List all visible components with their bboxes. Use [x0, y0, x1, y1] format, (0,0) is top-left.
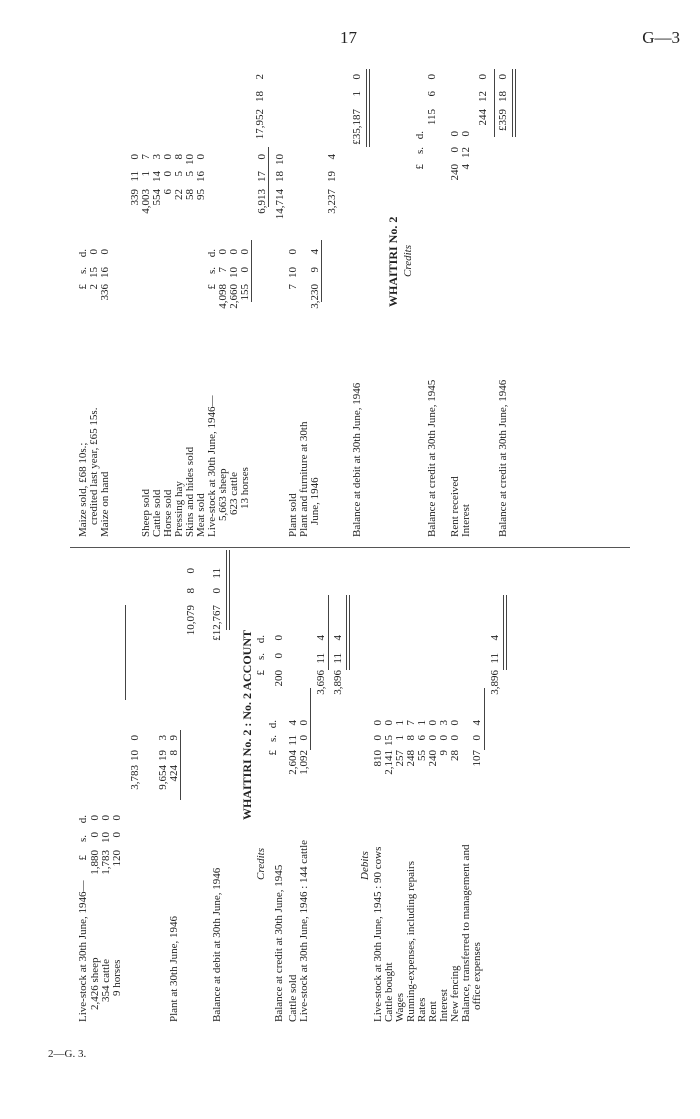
amount-pounds: 810 [372, 750, 384, 767]
livestock-1946-heading: Live-stock at 30th June, 1946— [77, 880, 89, 1022]
amount-pence: 4 [332, 635, 344, 641]
amount-shillings: 8 [405, 735, 417, 741]
amount-pence: 0 [162, 154, 174, 160]
col-pounds-head: £ [414, 164, 426, 170]
balance-credit-label: Balance at credit at 30th June, 1945 [426, 379, 438, 537]
amount-pounds: 7 [287, 284, 299, 290]
amount-shillings: 7 [217, 267, 229, 273]
debit-item-label: Rates [416, 997, 428, 1022]
amount-shillings: 8 [168, 750, 180, 756]
amount-pounds: 240 [427, 750, 439, 767]
col-pounds-head: £ [77, 284, 89, 290]
amount-shillings: 0 [427, 735, 439, 741]
amount-pounds: 2,660 [228, 284, 240, 309]
amount-shillings: 10 [129, 750, 141, 761]
rotated-ledger [70, 70, 630, 1030]
footer-reference: 2—G. 3. [48, 1048, 87, 1060]
col-pence-head: d. [255, 635, 267, 644]
maize-hand-label: Maize on hand [99, 471, 111, 537]
rent-received-label: Rent received [449, 476, 461, 537]
plant-sold-label: Plant sold [287, 493, 299, 537]
amount-pence: 0 [372, 720, 384, 726]
subtotal-rule [484, 688, 485, 750]
amount-shillings: 18 [497, 91, 509, 102]
col-pence-head: d. [267, 720, 279, 729]
amount-pounds: 120 [111, 850, 123, 867]
amount-shillings: 10 [228, 267, 240, 278]
sale-item-label: Cattle sold [151, 489, 163, 537]
amount-pence: 0 [195, 154, 207, 160]
amount-pence: 0 [449, 720, 461, 726]
col-shillings-head: s. [267, 735, 279, 743]
amount-shillings: 14 [151, 171, 163, 182]
amount-pence: 9 [168, 735, 180, 741]
amount-pounds: 424 [168, 765, 180, 782]
amount-pence: 0 [100, 815, 112, 821]
amount-pence: 4 [326, 154, 338, 160]
subtotal-rule [125, 605, 126, 700]
amount-shillings: 10 [100, 832, 112, 843]
subtotal-rule [180, 730, 181, 800]
col-pounds-head: £ [206, 284, 218, 290]
amount-pounds: 1,783 [100, 850, 112, 875]
subtotal-rule [328, 595, 329, 670]
amount-pence: 1 [394, 720, 406, 726]
debit-item-label: Rent [427, 1001, 439, 1022]
amount-shillings: 12 [460, 147, 472, 158]
total-double-rule [226, 550, 230, 630]
amount-pence: 0 [298, 720, 310, 726]
amount-pounds: 200 [273, 670, 285, 687]
amount-pounds: 2,141 [383, 750, 395, 775]
amount-shillings: 0 [471, 735, 483, 741]
sale-item-label: Meat sold [195, 493, 207, 537]
amount-shillings: 0 [449, 147, 461, 153]
amount-pounds: 1,092 [298, 750, 310, 775]
amount-pence: 4 [315, 635, 327, 641]
amount-pence: 0 [427, 720, 439, 726]
livestock-item-label: 13 horses [239, 467, 251, 509]
amount-shillings: 11 [332, 653, 344, 664]
sale-item-label: Pressing hay [173, 481, 185, 537]
amount-pence: 0 [287, 249, 299, 255]
amount-pence: 2 [254, 74, 266, 80]
amount-shillings: 6 [426, 91, 438, 97]
livestock-item-label: 623 cattle [228, 471, 240, 515]
amount-shillings: 9 [309, 267, 321, 273]
amount-pounds: 3,237 [326, 189, 338, 214]
debit-item-label: Interest [438, 989, 450, 1022]
amount-pence: 0 [497, 74, 509, 80]
amount-pence: 0 [129, 154, 141, 160]
col-pence-head: d. [77, 815, 89, 824]
subtotal-rule [310, 688, 311, 750]
livestock-item-label: 9 horses [111, 959, 123, 996]
amount-pounds: 22 [173, 189, 185, 200]
amount-shillings: 18 [274, 171, 286, 182]
amount-pounds: 6,913 [256, 189, 268, 214]
amount-pounds: 55 [416, 750, 428, 761]
col-pounds-head: £ [267, 750, 279, 756]
amount-shillings: 0 [449, 735, 461, 741]
amount-shillings: 0 [211, 588, 223, 594]
sale-item-label: Sheep sold [140, 489, 152, 537]
amount-shillings: 0 [298, 735, 310, 741]
amount-pence: 0 [217, 249, 229, 255]
amount-shillings: 0 [89, 832, 101, 838]
amount-pounds: £12,767 [211, 605, 223, 641]
amount-shillings: 0 [111, 832, 123, 838]
amount-shillings: 6 [416, 735, 428, 741]
col-pence-head: d. [206, 249, 218, 258]
amount-pence: 4 [287, 720, 299, 726]
amount-shillings: 15 [383, 735, 395, 746]
amount-pence: 0 [88, 249, 100, 255]
cattle-sold-label: Cattle sold [287, 974, 299, 1022]
amount-pence: 0 [99, 249, 111, 255]
maize-credited-label: credited last year, £65 15s. [88, 407, 100, 525]
amount-pounds: 1,880 [89, 850, 101, 875]
col-shillings-head: s. [414, 147, 426, 155]
livestock-item-label: 2,426 sheep [89, 957, 101, 1010]
amount-pounds: 9,654 [157, 765, 169, 790]
col-pounds-head: £ [77, 855, 89, 861]
credits-heading: Credits [255, 848, 267, 880]
left-ledger-column [70, 550, 630, 1030]
subtotal-rule [321, 240, 322, 302]
amount-pence: 4 [309, 249, 321, 255]
sale-item-label: Skins and hides sold [184, 446, 196, 537]
debit-item-label: Running-expenses, including repairs [405, 861, 417, 1022]
amount-shillings: 11 [129, 171, 141, 182]
amount-pounds: £35,187 [351, 109, 363, 145]
debit-item-label: Wages [394, 992, 406, 1022]
amount-pence: 0 [185, 568, 197, 574]
amount-pounds: 2,604 [287, 750, 299, 775]
amount-pence: 3 [151, 154, 163, 160]
subtotal-rule [268, 147, 269, 207]
amount-pounds: 244 [477, 109, 489, 126]
col-pounds-head: £ [255, 670, 267, 676]
amount-pounds: 257 [394, 750, 406, 767]
amount-pounds: 339 [129, 189, 141, 206]
debit-item-label: Cattle bought [383, 962, 395, 1022]
section-title: WHAITIRI No. 2 : No. 2 ACCOUNT [240, 629, 254, 820]
amount-shillings: 16 [99, 267, 111, 278]
total-double-rule [366, 69, 370, 147]
debit-item-label: New fencing [449, 965, 461, 1022]
amount-shillings: 1 [394, 735, 406, 741]
amount-pounds: 3,896 [489, 670, 501, 695]
amount-shillings: 16 [195, 171, 207, 182]
amount-shillings: 5 [173, 171, 185, 177]
amount-pence: 10 [274, 154, 286, 165]
debit-item-label: Live-stock at 30th June, 1945 : 90 cows [372, 846, 384, 1022]
transfer-label-cont: office expenses [471, 942, 483, 1010]
amount-pence: 3 [438, 720, 450, 726]
col-shillings-head: s. [77, 267, 89, 275]
amount-pounds: 115 [426, 109, 438, 126]
subtotal-rule [251, 240, 252, 302]
amount-pence: 0 [239, 249, 251, 255]
amount-pence: 0 [383, 720, 395, 726]
livestock-1946-heading: Live-stock at 30th June, 1946— [206, 395, 218, 537]
debits-heading: Debits [359, 851, 371, 880]
amount-pence: 0 [111, 815, 123, 821]
amount-pounds: 4,003 [140, 189, 152, 214]
amount-pence: 0 [449, 131, 461, 137]
amount-pence: 1 [416, 720, 428, 726]
amount-pounds: 3,783 [129, 765, 141, 790]
amount-pounds: 58 [184, 189, 196, 200]
amount-shillings: 19 [326, 171, 338, 182]
livestock-item-label: 354 cattle [100, 958, 112, 1002]
amount-pence: 0 [129, 735, 141, 741]
col-pence-head: d. [414, 131, 426, 140]
amount-shillings: 11 [287, 735, 299, 746]
transfer-label: Balance, transferred to management and [460, 844, 472, 1022]
maize-sold-label: Maize sold, £68 10s.; [77, 442, 89, 537]
amount-shillings: 5 [184, 171, 196, 177]
total-double-rule [512, 69, 516, 137]
amount-pounds: 14,714 [274, 189, 286, 220]
amount-pounds: 4,098 [217, 284, 229, 309]
amount-pounds: 240 [449, 164, 461, 181]
amount-shillings: 19 [157, 750, 169, 761]
amount-shillings: 15 [88, 267, 100, 278]
subtotal-rule [494, 69, 495, 137]
amount-pence: 10 [184, 154, 196, 165]
col-shillings-head: s. [77, 835, 89, 843]
total-double-rule [503, 595, 507, 670]
document-reference: G—3 [642, 28, 680, 47]
amount-pence: 7 [140, 154, 152, 160]
amount-pence: 3 [157, 735, 169, 741]
amount-shillings: 8 [185, 588, 197, 594]
amount-pounds: 2 [88, 284, 100, 290]
credits-heading: Credits [402, 245, 414, 277]
right-ledger-column [70, 69, 630, 548]
livestock-1946-label: Live-stock at 30th June, 1946 : 144 cattle [298, 839, 310, 1022]
amount-pence: 0 [256, 154, 268, 160]
plant-label: Plant at 30th June, 1946 [168, 915, 180, 1022]
section-title: WHAITIRI No. 2 [386, 216, 400, 307]
amount-shillings: 0 [239, 267, 251, 273]
amount-pounds: 4 [460, 164, 472, 170]
amount-shillings: 0 [438, 735, 450, 741]
amount-shillings: 10 [287, 267, 299, 278]
amount-shillings: 12 [477, 91, 489, 102]
page-number: 17 [340, 28, 357, 47]
amount-shillings: 0 [372, 735, 384, 741]
amount-pence: 8 [173, 154, 185, 160]
amount-pence: 0 [273, 635, 285, 641]
col-pence-head: d. [77, 249, 89, 258]
amount-shillings: 1 [351, 91, 363, 97]
amount-pence: 0 [89, 815, 101, 821]
amount-pounds: 248 [405, 750, 417, 767]
amount-pounds: 107 [471, 750, 483, 767]
amount-shillings: 1 [140, 171, 152, 177]
interest-label: Interest [460, 504, 472, 537]
amount-pounds: 9 [438, 750, 450, 756]
amount-pence: 7 [405, 720, 417, 726]
amount-pounds: 155 [239, 284, 251, 301]
amount-pence: 0 [426, 74, 438, 80]
amount-pounds: 3,230 [309, 284, 321, 309]
amount-pence: 4 [489, 635, 501, 641]
amount-shillings: 11 [315, 653, 327, 664]
amount-shillings: 17 [256, 171, 268, 182]
col-shillings-head: s. [255, 653, 267, 661]
amount-pounds: 17,952 [254, 109, 266, 140]
total-double-rule [346, 595, 350, 670]
amount-pence: 4 [471, 720, 483, 726]
amount-pounds: 3,896 [332, 670, 344, 695]
balance-debit-label: Balance at debit at 30th June, 1946 [211, 867, 223, 1022]
amount-pounds: £359 [497, 109, 509, 131]
balance-credit-label: Balance at credit at 30th June, 1945 [273, 864, 285, 1022]
amount-shillings: 0 [162, 171, 174, 177]
amount-shillings: 11 [489, 653, 501, 664]
sale-item-label: Horse sold [162, 489, 174, 537]
amount-pence: 0 [351, 74, 363, 80]
amount-pounds: 336 [99, 284, 111, 301]
amount-pence: 0 [477, 74, 489, 80]
col-shillings-head: s. [206, 267, 218, 275]
amount-shillings: 0 [273, 653, 285, 659]
plant-furniture-label-cont: June, 1946 [309, 477, 321, 525]
livestock-item-label: 5,663 sheep [217, 468, 229, 521]
amount-pounds: 10,079 [185, 605, 197, 636]
amount-pounds: 28 [449, 750, 461, 761]
plant-furniture-label: Plant and furniture at 30th [298, 421, 310, 537]
amount-pence: 0 [228, 249, 240, 255]
amount-shillings: 18 [254, 91, 266, 102]
amount-pounds: 3,696 [315, 670, 327, 695]
amount-pounds: 95 [195, 189, 207, 200]
amount-pounds: 6 [162, 189, 174, 195]
balance-debit-label: Balance at debit at 30th June, 1946 [351, 382, 363, 537]
balance-credit-1946-label: Balance at credit at 30th June, 1946 [497, 379, 509, 537]
amount-pounds: 554 [151, 189, 163, 206]
amount-pence: 0 [460, 131, 472, 137]
amount-pence: 11 [211, 568, 223, 579]
